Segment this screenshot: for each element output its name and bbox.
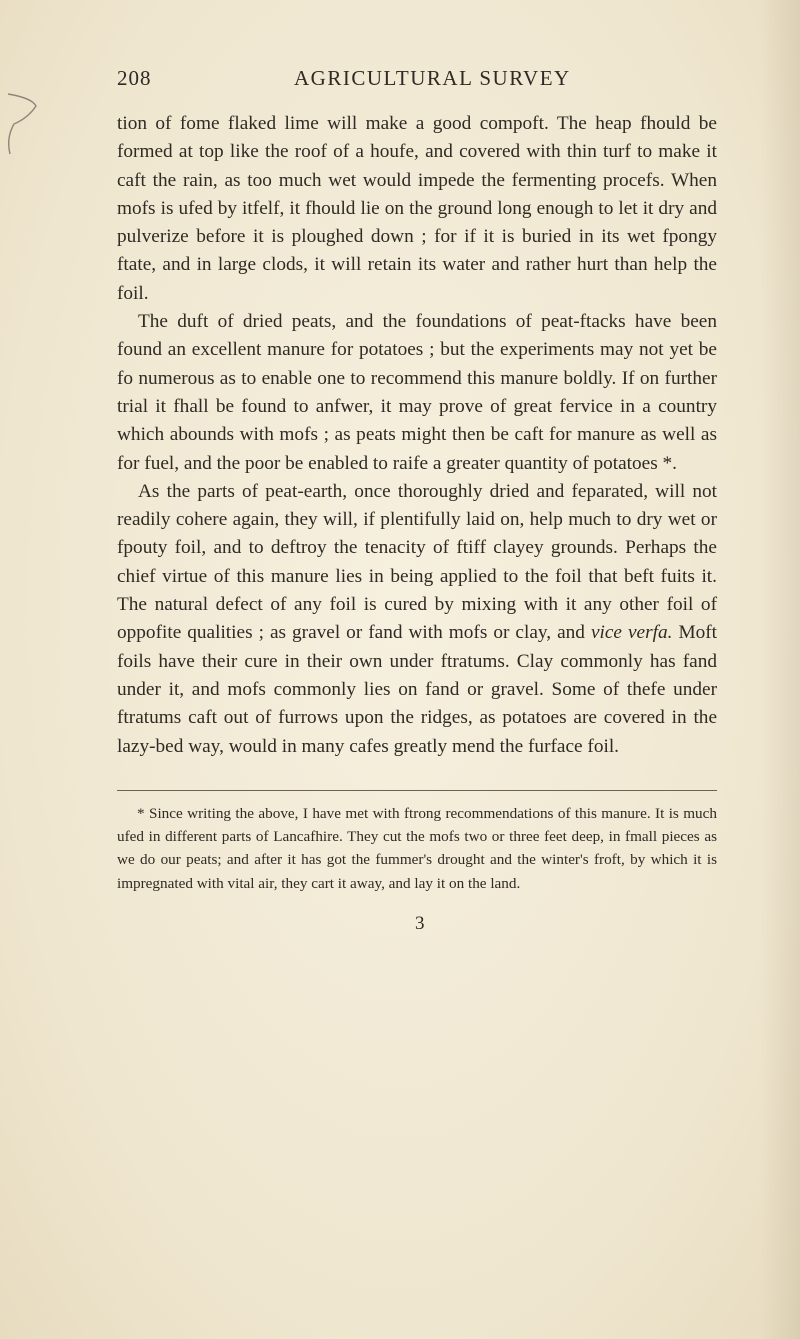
body-text — [117, 110, 717, 761]
blank-margin — [0, 960, 800, 1339]
peat-earth-text: As the parts of peat-earth, once thoroughly dried and feparated, will not readily cohere again, they will, if plentifully laid on, help much to dry wet or fpouty foil, and to deftroy the tenacity of ftiff clayey grounds. Perhaps the chief virtue of this manure lies in being applied to the foil that beft fuits it. The natural defect of any foil is cured by mixing with it any other foil of oppofite qualities ; as gravel or fand with mofs or clay, and — [117, 480, 717, 644]
page-header — [117, 66, 717, 96]
latin-phrase: vice verfa. — [590, 622, 673, 644]
paragraph-peat-earth — [117, 478, 717, 761]
running-head: AGRICULTURAL SURVEY — [294, 66, 571, 90]
under-stratums-text: Moft foils have their cure in their own under ftratums. Clay commonly has fand under it, and mofs commonly lies on fand or gravel. Some of thefe under ftratums caft out of furrows upon the ridges, as potatoes are covered in the lazy-bed way, would in many cafes greatly mend the furface foil. — [117, 622, 718, 757]
footnote-divider — [117, 790, 717, 791]
footnote: * Since writing the above, I have met with ftrong recommendations of this manure. It is much ufed in different parts of Lancafhire. They cut the mofs two or three feet deep, in fmall pieces as we do our peats; and after it has got the fummer's drought and the winter's froft, by which it is impregnated with vital air, they cart it away, and lay it on the land. — [117, 805, 717, 892]
signature-mark: 3 — [415, 913, 425, 934]
page-number: 208 — [117, 66, 152, 90]
paragraph-peat-dust: The duft of dried peats, and the foundations of peat-ftacks have been found an excellent manure for potatoes ; but the experiments may not yet be fo numerous as to enable one to recommend this manure boldly. If on further trial it fhall be found to anfwer, it may prove of great fervice in a country which abounds with mofs ; as peats might then be caft for manure as well as for fuel, and the poor be enabled to raife a greater quantity of potatoes *. — [117, 311, 717, 474]
pencil-mark-icon — [2, 88, 42, 158]
paragraph-compost: tion of fome flaked lime will make a good compoft. The heap fhould be formed at top like the roof of a houfe, and covered with thin turf to make it caft the rain, as too much wet would impede the fermenting procefs. When mofs is ufed by itfelf, it fhould lie on the ground long enough to let it dry and pulverize before it is ploughed down ; for if it is buried in its wet fpongy ftate, and in large clods, it will retain its water and rather hurt than help the foil. — [117, 113, 717, 304]
